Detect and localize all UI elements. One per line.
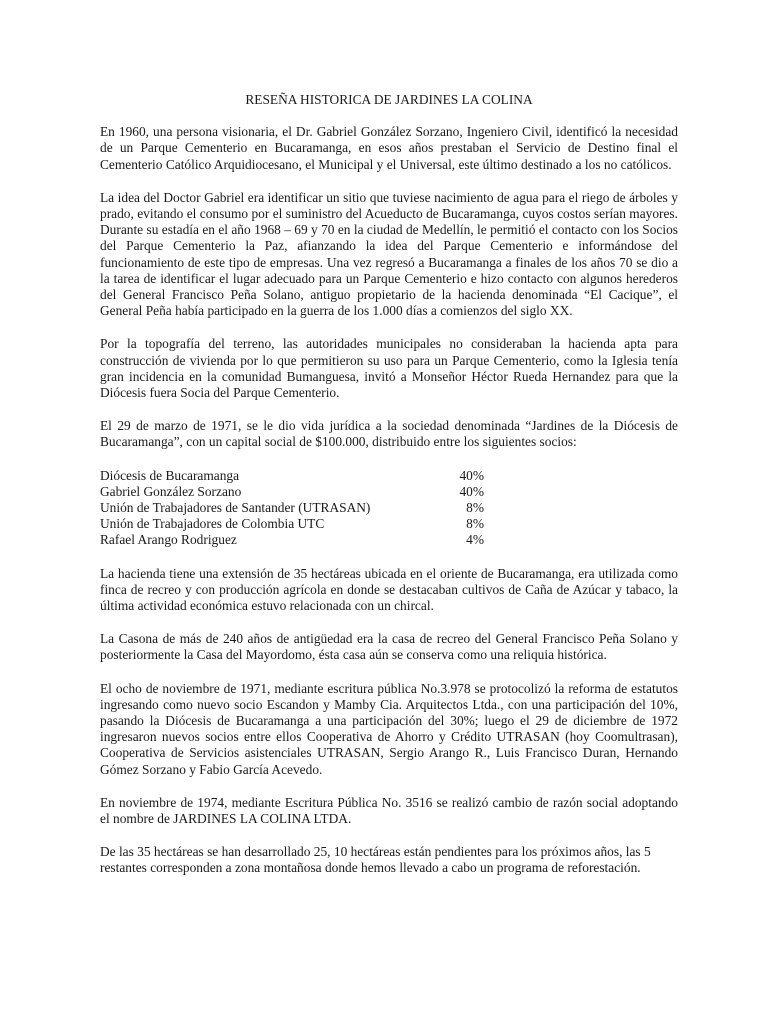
- partner-name: Rafael Arango Rodriguez: [100, 532, 237, 548]
- partner-share: 40%: [459, 483, 484, 499]
- partner-name: Unión de Trabajadores de Colombia UTC: [100, 516, 325, 532]
- paragraph-reform: El ocho de noviembre de 1971, mediante escritura pública No.3.978 se protocolizó la reforma de estatutos ingresando como nuevo socio Escandon y Mamby Cia. Arquitectos Ltda., con una participación del 10%, pasando la Diócesis de Bucaramanga a una participación del 30%; luego el 29 de diciembre de 1972 ingresaron nuevos socios entre ellos Cooperativa de Ahorro y Crédito UTRASAN (hoy Coomultrasan), Cooperativa de Servicios asistenciales UTRASAN, Sergio Arango R., Luis Francisco Duran, Hernando Gómez Sorzano y Fabio García Acevedo.: [100, 680, 678, 777]
- partner-name: Unión de Trabajadores de Santander (UTRASAN): [100, 500, 371, 516]
- partner-share: 8%: [466, 500, 484, 516]
- paragraph-founding: El 29 de marzo de 1971, se le dio vida jurídica a la sociedad denominada “Jardines de la Diócesis de Bucaramanga”, con un capital social de $100.000, distribuido entre los siguientes socios:: [100, 418, 678, 450]
- paragraph-hacienda: La hacienda tiene una extensión de 35 hectáreas ubicada en el oriente de Bucaramanga, era utilizada como finca de recreo y con producción agrícola en donde se destacaban cultivos de Caña de Azúcar y tabaco, la última actividad económica estuvo relacionada con un chircal.: [100, 565, 678, 613]
- partners-list: [100, 468, 484, 549]
- partner-share: 40%: [459, 467, 484, 483]
- partner-row: [100, 484, 484, 500]
- partner-row: [100, 500, 484, 516]
- partner-row: [100, 516, 484, 532]
- paragraph-casona: La Casona de más de 240 años de antigüedad era la casa de recreo del General Francisco Peña Solano y posteriormente la Casa del Mayordomo, ésta casa aún se conserva como una reliquia histórica.: [100, 631, 678, 663]
- paragraph-topography: Por la topografía del terreno, las autoridades municipales no consideraban la hacienda apta para construcción de vivienda por lo que permitieron su uso para un Parque Cementerio, como la Iglesia tenía gran incidencia en la comunidad Bumanguesa, invitó a Monseñor Héctor Rueda Hernandez para que la Diócesis fuera Socia del Parque Cementerio.: [100, 336, 678, 401]
- paragraph-origin: En 1960, una persona visionaria, el Dr. Gabriel González Sorzano, Ingeniero Civil, identificó la necesidad de un Parque Cementerio en Bucaramanga, en esos años prestaban el Servicio de Destino final el Cementerio Católico Arquidiocesano, el Municipal y el Universal, este último destinado a los no católicos.: [100, 124, 678, 172]
- partner-share: 4%: [466, 532, 484, 548]
- partner-row: [100, 532, 484, 548]
- partner-name: Gabriel González Sorzano: [100, 483, 242, 499]
- partner-row: [100, 468, 484, 484]
- document-page: [100, 92, 678, 894]
- paragraph-idea: La idea del Doctor Gabriel era identificar un sitio que tuviese nacimiento de agua para el riego de árboles y prado, evitando el consumo por el suministro del Acueducto de Bucaramanga, cuyos costos serían mayores. Durante su estadía en el año 1968 – 69 y 70 en la ciudad de Medellín, le permitió el contacto con los Socios del Parque Cementerio la Paz, afianzando la idea del Parque Cementerio e informándose del funcionamiento de este tipo de empresas. Una vez regresó a Bucaramanga a finales de los años 70 se dio a la tarea de identificar el lugar adecuado para un Parque Cementerio e hizo contacto con algunos herederos del General Francisco Peña Solano, antiguo propietario de la hacienda denominada “El Cacique”, el General Peña había participado en la guerra de los 1.000 días a comienzos del siglo XX.: [100, 189, 678, 319]
- paragraph-development: De las 35 hectáreas se han desarrollado 25, 10 hectáreas están pendientes para los próximos años, las 5 restantes corresponden a zona montañosa donde hemos llevado a cabo un programa de reforestación.: [100, 844, 651, 876]
- partner-name: Diócesis de Bucaramanga: [100, 467, 240, 483]
- partner-share: 8%: [466, 516, 484, 532]
- paragraph-name-change: En noviembre de 1974, mediante Escritura Pública No. 3516 se realizó cambio de razón social adoptando el nombre de JARDINES LA COLINA LTDA.: [100, 794, 678, 827]
- document-title: RESEÑA HISTORICA DE JARDINES LA COLINA: [245, 92, 533, 107]
